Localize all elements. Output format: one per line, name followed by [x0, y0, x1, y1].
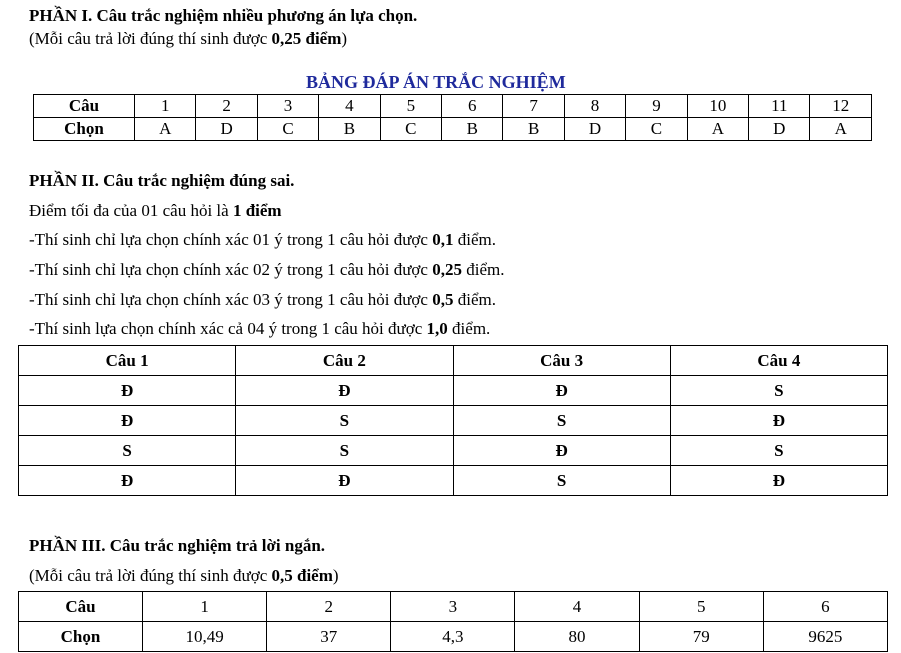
part1-answer-cell: C	[626, 118, 687, 141]
part3-question-row	[19, 592, 888, 622]
part3-note-suffix: )	[332, 566, 339, 585]
table-row	[19, 376, 888, 406]
part3-answer-cell: 37	[267, 622, 391, 652]
part2-answer-cell: Đ	[670, 466, 887, 496]
part3-answer-table	[18, 591, 888, 652]
part1-question-row	[34, 95, 872, 118]
part3-heading: PHẦN III. Câu trắc nghiệm trả lời ngắn.	[29, 536, 326, 555]
part3-question-number: 2	[267, 592, 391, 622]
part2-heading: PHẦN II. Câu trắc nghiệm đúng sai.	[29, 171, 295, 190]
rule-score: 0,1	[432, 230, 454, 249]
part3-question-number: 5	[639, 592, 763, 622]
part1-question-label: Câu	[34, 95, 135, 118]
part1-note	[29, 29, 347, 49]
part2-header-row	[19, 346, 888, 376]
part1-note-suffix: )	[341, 29, 348, 48]
part2-answer-cell: S	[236, 406, 453, 436]
part3-answer-cell: 80	[515, 622, 639, 652]
part1-choice-label: Chọn	[34, 118, 135, 141]
part1-answer-cell: C	[380, 118, 441, 141]
part3-note-prefix: (Mỗi câu trả lời đúng thí sinh được	[29, 566, 272, 585]
part2-answer-cell: Đ	[19, 406, 236, 436]
rule-prefix: -Thí sinh chỉ lựa chọn chính xác 02 ý trong 1 câu hỏi được	[29, 260, 433, 279]
part3-choice-label: Chọn	[19, 622, 143, 652]
part3-answer-row	[19, 622, 888, 652]
part2-answer-cell: Đ	[236, 466, 453, 496]
part1-question-number: 7	[503, 95, 564, 118]
part1-question-number: 9	[626, 95, 687, 118]
part3-answer-cell: 79	[639, 622, 763, 652]
part3-question-number: 3	[391, 592, 515, 622]
part1-note-bold: 0,25 điểm	[271, 29, 342, 48]
part2-answer-cell: S	[236, 436, 453, 466]
part1-question-number: 3	[257, 95, 318, 118]
part1-question-number: 1	[135, 95, 196, 118]
rule-suffix: điểm.	[447, 319, 491, 338]
part2-max-prefix: Điểm tối đa của 01 câu hỏi là	[29, 201, 233, 220]
part2-header-cell: Câu 4	[670, 346, 887, 376]
part1-answer-row	[34, 118, 872, 141]
part1-answer-cell: C	[257, 118, 318, 141]
part3-answer-cell: 4,3	[391, 622, 515, 652]
part1-answer-cell: A	[810, 118, 872, 141]
rule-score: 0,5	[432, 290, 454, 309]
table-row	[19, 436, 888, 466]
part1-answer-table	[33, 94, 872, 141]
part2-answer-table	[18, 345, 888, 496]
part2-answer-cell: S	[453, 466, 670, 496]
part2-answer-cell: Đ	[453, 436, 670, 466]
part2-header-cell: Câu 1	[19, 346, 236, 376]
rule-suffix: điểm.	[461, 260, 505, 279]
part2-answer-cell: S	[670, 376, 887, 406]
rule-prefix: -Thí sinh chỉ lựa chọn chính xác 03 ý trong 1 câu hỏi được	[29, 290, 433, 309]
part2-answer-cell: S	[670, 436, 887, 466]
part3-answer-cell: 10,49	[143, 622, 267, 652]
part3-question-number: 1	[143, 592, 267, 622]
part2-answer-cell: Đ	[19, 376, 236, 406]
part3-note	[29, 566, 339, 586]
rule-score: 1,0	[426, 319, 448, 338]
part1-answer-cell: B	[442, 118, 503, 141]
part1-question-number: 10	[687, 95, 748, 118]
part1-answer-cell: B	[319, 118, 380, 141]
part2-header-cell: Câu 2	[236, 346, 453, 376]
part1-answer-cell: B	[503, 118, 564, 141]
part1-answer-cell: D	[749, 118, 810, 141]
table-row	[19, 406, 888, 436]
part1-heading: PHẦN I. Câu trắc nghiệm nhiều phương án lựa chọn.	[29, 6, 418, 25]
part1-question-number: 5	[380, 95, 441, 118]
part1-question-number: 11	[749, 95, 810, 118]
part2-rule	[29, 230, 496, 250]
table-row	[19, 466, 888, 496]
part1-question-number: 6	[442, 95, 503, 118]
part2-answer-cell: S	[453, 406, 670, 436]
part3-answer-cell: 9625	[763, 622, 887, 652]
rule-suffix: điểm.	[453, 230, 496, 249]
part2-answer-cell: S	[19, 436, 236, 466]
part3-note-bold: 0,5 điểm	[271, 566, 333, 585]
part3-question-number: 4	[515, 592, 639, 622]
part2-answer-cell: Đ	[19, 466, 236, 496]
rule-prefix: -Thí sinh chỉ lựa chọn chính xác 01 ý trong 1 câu hỏi được	[29, 230, 433, 249]
part1-answer-cell: D	[196, 118, 257, 141]
part3-question-number: 6	[763, 592, 887, 622]
part1-question-number: 4	[319, 95, 380, 118]
rule-suffix: điểm.	[453, 290, 496, 309]
part1-table-title: BẢNG ĐÁP ÁN TRẮC NGHIỆM	[306, 72, 566, 92]
part1-question-number: 8	[564, 95, 625, 118]
part3-question-label: Câu	[19, 592, 143, 622]
part2-header-cell: Câu 3	[453, 346, 670, 376]
rule-prefix: -Thí sinh lựa chọn chính xác cả 04 ý trong 1 câu hỏi được	[29, 319, 427, 338]
part2-max-bold: 1 điểm	[232, 201, 282, 220]
part2-rule	[29, 319, 490, 339]
part1-question-number: 2	[196, 95, 257, 118]
part1-answer-cell: A	[687, 118, 748, 141]
part2-max-score	[29, 201, 282, 221]
part1-note-prefix: (Mỗi câu trả lời đúng thí sinh được	[29, 29, 272, 48]
part2-rule	[29, 260, 504, 280]
part2-answer-cell: Đ	[453, 376, 670, 406]
part2-answer-cell: Đ	[670, 406, 887, 436]
part1-question-number: 12	[810, 95, 872, 118]
part1-answer-cell: D	[564, 118, 625, 141]
part2-answer-cell: Đ	[236, 376, 453, 406]
rule-score: 0,25	[432, 260, 462, 279]
part1-answer-cell: A	[135, 118, 196, 141]
part2-rule	[29, 290, 496, 310]
